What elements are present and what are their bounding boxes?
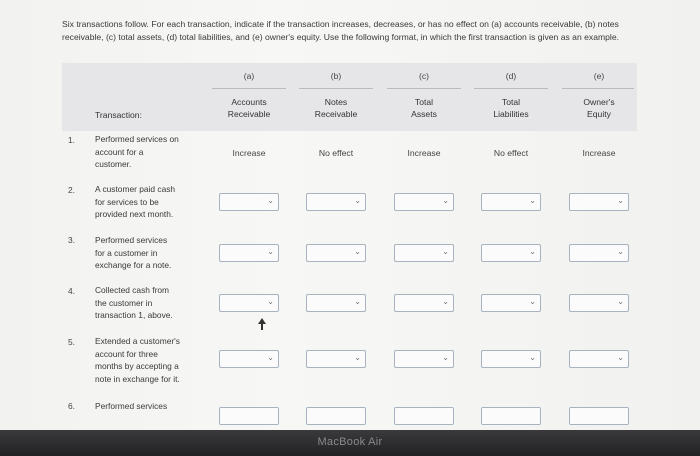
row-1-number: 1. [68,135,75,145]
chevron-down-icon: ⌄ [267,353,274,362]
chevron-down-icon: ⌄ [529,297,536,306]
col-a-letter: (a) [243,71,255,81]
col-c-title: Total Assets [411,97,437,119]
row-4-accounts-receivable-select[interactable] [219,294,279,312]
instructions-text: Six transactions follow. For each transaction, indicate if the transaction increases, decreases, or has no effect on (a) accounts receivable, (b) notes receivable, (c) total assets, (d) total liabilities, and (e) owner's equity. Use the following format, in which the first transaction is given as an example. [62,19,619,42]
col-b-rule [299,88,373,89]
row-5-owners-equity-select[interactable] [569,350,629,368]
row-5-total-liabilities-select[interactable] [481,350,541,368]
col-d-rule [474,88,548,89]
chevron-down-icon: ⌄ [267,247,274,256]
row-3-notes-receivable-select[interactable] [306,244,366,262]
col-a-title: Accounts Receivable [227,97,271,119]
chevron-down-icon: ⌄ [617,297,624,306]
row-1-total-liabilities-value: No effect [493,148,529,158]
chevron-down-icon: ⌄ [529,247,536,256]
row-4-total-assets-select[interactable] [394,294,454,312]
row-6-description: Performed services [95,401,168,411]
chevron-down-icon: ⌄ [354,297,361,306]
device-label: MacBook Air [317,436,383,448]
row-3-total-liabilities-select[interactable] [481,244,541,262]
row-2-owners-equity-select[interactable] [569,193,629,211]
chevron-down-icon: ⌄ [442,297,449,306]
row-3-accounts-receivable-select[interactable] [219,244,279,262]
chevron-down-icon: ⌄ [529,196,536,205]
chevron-down-icon: ⌄ [442,353,449,362]
row-4-total-liabilities-select[interactable] [481,294,541,312]
col-d-title: Total Liabilities [493,97,529,119]
row-2-description: A customer paid cash for services to be provided next month. [95,184,176,219]
row-2-accounts-receivable-select[interactable] [219,193,279,211]
row-6-accounts-receivable-select[interactable] [219,407,279,425]
chevron-down-icon: ⌄ [442,247,449,256]
row-2-total-liabilities-select[interactable] [481,193,541,211]
row-3-number: 3. [68,235,75,245]
row-5-accounts-receivable-select[interactable] [219,350,279,368]
row-4-description: Collected cash from the customer in transaction 1, above. [95,285,173,320]
row-6-owners-equity-select[interactable] [569,407,629,425]
row-5-total-assets-select[interactable] [394,350,454,368]
chevron-down-icon: ⌄ [354,353,361,362]
col-e-title: Owner's Equity [583,97,615,119]
table-header [62,63,637,131]
col-c-rule [387,88,461,89]
chevron-down-icon: ⌄ [442,196,449,205]
row-5-number: 5. [68,337,75,347]
mouse-cursor-icon [258,318,266,330]
row-4-owners-equity-select[interactable] [569,294,629,312]
transaction-column-heading: Transaction: [95,110,142,120]
chevron-down-icon: ⌄ [267,196,274,205]
chevron-down-icon: ⌄ [354,247,361,256]
row-1-accounts-receivable-value: Increase [232,148,266,158]
col-e-rule [562,88,634,89]
row-4-notes-receivable-select[interactable] [306,294,366,312]
row-6-notes-receivable-select[interactable] [306,407,366,425]
row-1-description: Performed services on account for a customer. [95,134,179,169]
row-2-total-assets-select[interactable] [394,193,454,211]
col-a-rule [212,88,286,89]
col-d-letter: (d) [505,71,517,81]
row-3-total-assets-select[interactable] [394,244,454,262]
row-4-number: 4. [68,286,75,296]
chevron-down-icon: ⌄ [354,196,361,205]
chevron-down-icon: ⌄ [617,247,624,256]
row-5-notes-receivable-select[interactable] [306,350,366,368]
row-1-notes-receivable-value: No effect [318,148,354,158]
row-2-notes-receivable-select[interactable] [306,193,366,211]
chevron-down-icon: ⌄ [529,353,536,362]
chevron-down-icon: ⌄ [617,196,624,205]
row-3-description: Performed services for a customer in exchange for a note. [95,235,172,270]
row-3-owners-equity-select[interactable] [569,244,629,262]
row-6-total-assets-select[interactable] [394,407,454,425]
col-e-letter: (e) [593,71,605,81]
row-6-number: 6. [68,401,75,411]
row-5-description: Extended a customer's account for three months by accepting a note in exchange for it. [95,336,180,384]
col-b-title: Notes Receivable [314,97,358,119]
chevron-down-icon: ⌄ [617,353,624,362]
row-1-total-assets-value: Increase [407,148,441,158]
chevron-down-icon: ⌄ [267,297,274,306]
col-c-letter: (c) [418,71,430,81]
row-6-total-liabilities-select[interactable] [481,407,541,425]
col-b-letter: (b) [330,71,342,81]
row-2-number: 2. [68,185,75,195]
row-1-owners-equity-value: Increase [582,148,616,158]
